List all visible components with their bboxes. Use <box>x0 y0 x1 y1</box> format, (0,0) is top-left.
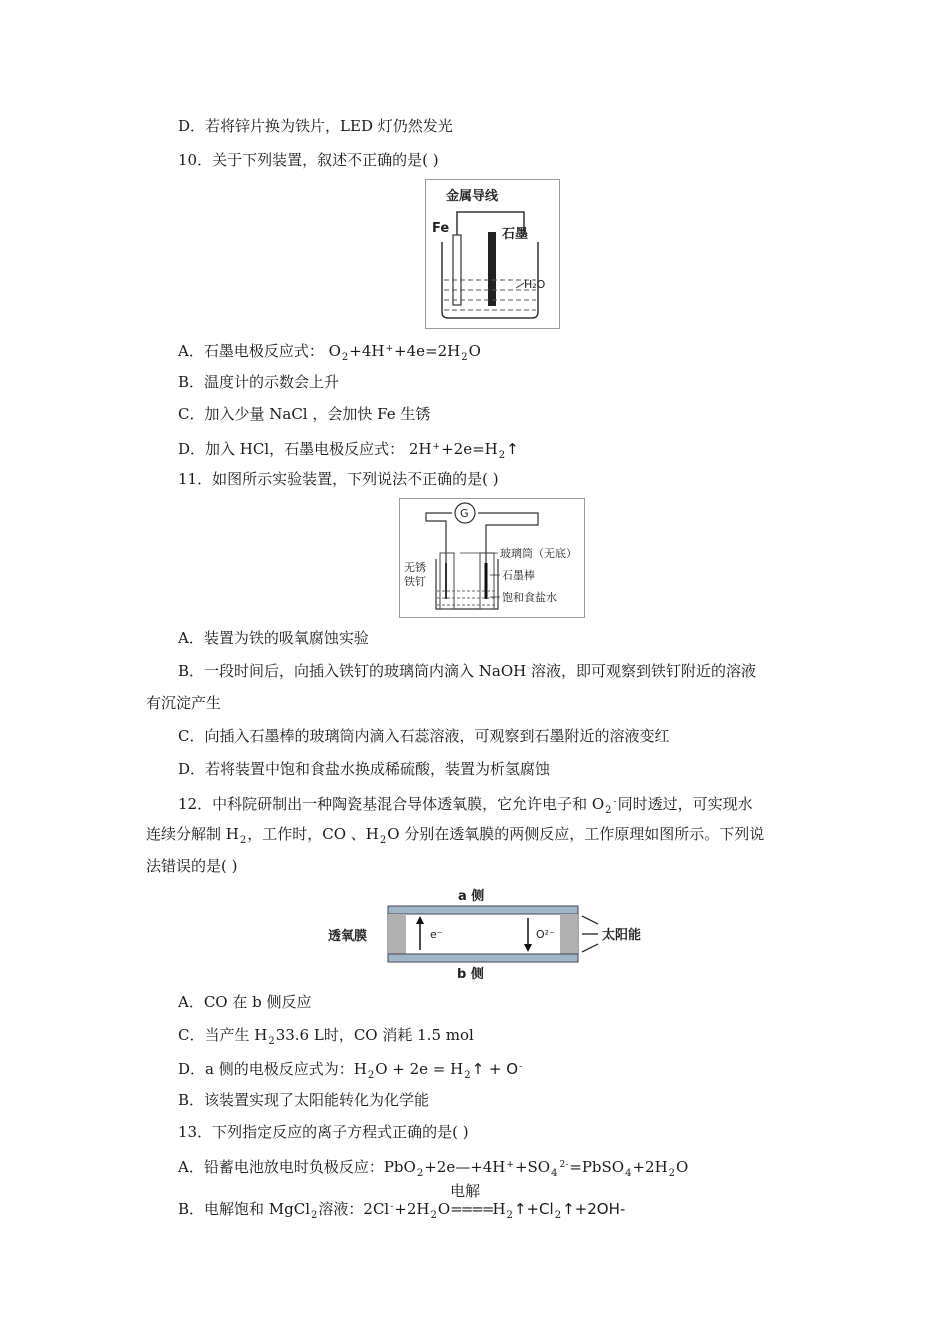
q11-option-a: A．装置为铁的吸氧腐蚀实验 <box>178 629 369 647</box>
q11-option-b-line2: 有沉淀产生 <box>146 694 222 712</box>
q11-g-label: G <box>460 507 469 520</box>
q10-graphite-label: 石墨 <box>502 227 529 242</box>
q12-electron-label: e⁻ <box>430 928 443 941</box>
q11-nail-label1: 无锈 <box>404 561 426 574</box>
q12-option-c: C．当产生 $H_233.6$ L时，CO 消耗 1.5 mol <box>178 1026 474 1047</box>
q11-option-d: D．若将装置中饱和食盐水换成稀硫酸，装置为析氢腐蚀 <box>178 760 551 778</box>
q13-stem: 13．下列指定反应的离子方程式正确的是( ) <box>178 1123 469 1141</box>
q12-figure <box>320 884 660 982</box>
q12-option-a: A．CO 在 b 侧反应 <box>178 993 312 1011</box>
q12-option-d: D．a 侧的电极反应式为：$H_2O + 2e$ = $H_2↑ + O^-$ <box>178 1060 523 1081</box>
q11-option-c: C．向插入石墨棒的玻璃筒内滴入石蕊溶液，可观察到石墨附近的溶液变红 <box>178 727 670 745</box>
q12-oxide-label: O²⁻ <box>536 928 555 941</box>
q11-apparatus-diagram <box>400 499 584 617</box>
q12-stem-line3: 法错误的是( ) <box>146 857 238 875</box>
q13-option-a: A．铅蓄电池放电时负极反应：$PbO_2+2e—+4H^++SO_4^{2-}=PbSO_4+2H_2O$ <box>178 1158 689 1179</box>
q10-wire-label: 金属导线 <box>446 189 499 204</box>
q11-nail-label2: 铁钉 <box>404 575 426 588</box>
q11-salt-label: 饱和食盐水 <box>502 591 557 604</box>
q9-option-d: D．若将锌片换为铁片，LED 灯仍然发光 <box>178 117 453 135</box>
q10-water-label: H₂O <box>524 278 546 291</box>
q10-stem: 10．关于下列装置，叙述不正确的是( ) <box>178 151 439 169</box>
q12-membrane-label: 透氧膜 <box>328 929 368 944</box>
q11-glass-label: 玻璃筒（无底） <box>500 547 577 560</box>
q13-option-b: B．电解饱和 MgCl$_2$溶液：$2Cl^-+2H_2O$ 电解 $====H_2↑+Cl_2↑+2OH-$ <box>178 1182 626 1221</box>
q12-a-side: a 侧 <box>458 889 485 904</box>
q12-membrane-diagram <box>320 884 660 982</box>
fe-electrode <box>453 235 461 305</box>
q10-option-c: C．加入少量 NaCl ，会加快 Fe 生锈 <box>178 405 431 423</box>
q11-graphite-label: 石墨棒 <box>502 569 535 582</box>
graphite-electrode <box>488 232 496 306</box>
q10-fe-label: Fe <box>432 221 450 236</box>
q12-solar-label: 太阳能 <box>602 928 642 943</box>
q11-stem: 11．如图所示实验装置，下列说法不正确的是( ) <box>178 470 499 488</box>
q11-figure <box>399 498 585 618</box>
q10-figure <box>425 179 560 329</box>
q12-b-side: b 侧 <box>457 967 484 982</box>
q12-stem-line2: 连续分解制 $H_2$，工作时，CO 、$H_2O$ 分别在透氧膜的两侧反应，工作原理如图所示。下列说 <box>146 825 765 846</box>
q11-option-b-line1: B．一段时间后，向插入铁钉的玻璃筒内滴入 NaOH 溶液，即可观察到铁钉附近的溶液 <box>178 662 757 680</box>
q10-apparatus-diagram <box>426 180 559 328</box>
q12-stem-line1: 12．中科院研制出一种陶瓷基混合导体透氧膜，它允许电子和 $O_2^-$同时透过，可实现水 <box>178 795 753 816</box>
q10-option-d: D．加入 HCl，石墨电极反应式： $2H^++2e=H_2↑$ <box>178 440 519 461</box>
electrolysis-condition: 电解 ==== <box>450 1182 493 1218</box>
q12-option-b: B．该装置实现了太阳能转化为化学能 <box>178 1091 430 1109</box>
q10-option-b: B．温度计的示数会上升 <box>178 373 340 391</box>
q10-option-a: A．石墨电极反应式： $O_2+4H^++4e=2H_2O$ <box>178 342 481 363</box>
